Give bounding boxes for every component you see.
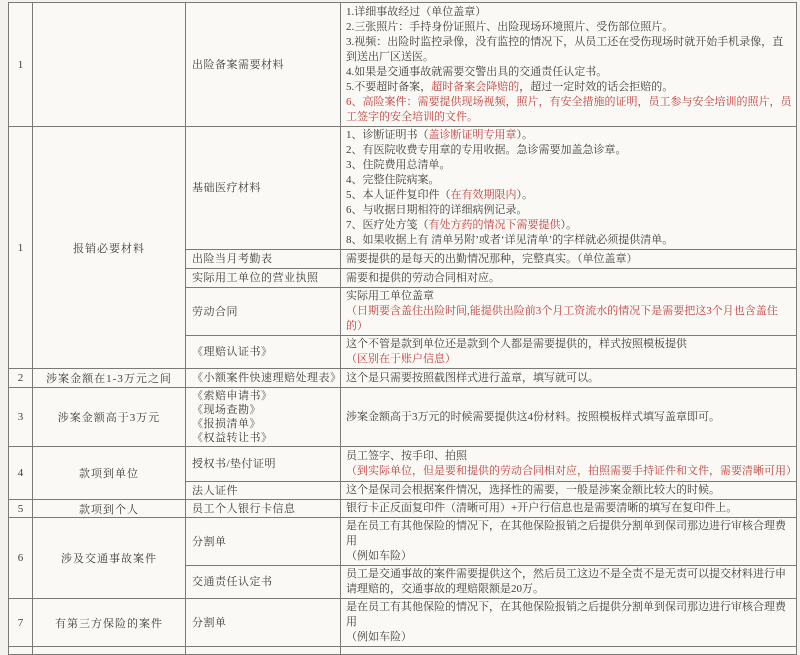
material-name-cell [186, 336, 341, 368]
description-line [346, 549, 792, 564]
description-cell [341, 3, 796, 126]
material-subrow [186, 388, 796, 446]
description-line [346, 567, 792, 597]
description-line [346, 252, 792, 267]
description-cell [341, 500, 796, 517]
description-cell [341, 250, 796, 268]
table-row [9, 127, 796, 369]
material-subrow [186, 269, 796, 288]
description-line [346, 410, 792, 425]
description-line [346, 128, 792, 143]
material-name-line: 出险备案需要材料 [192, 58, 284, 71]
material-name-line: 基础医疗材料 [192, 182, 261, 194]
description-line [346, 464, 797, 479]
text-segment: 1.详细事故经过（单位盖章） [346, 5, 487, 18]
description-cell [341, 447, 796, 481]
material-name-cell [186, 599, 341, 646]
material-name-cell [186, 288, 341, 335]
text-segment: 这个不管是款到单位还是款到个人都是需要提供的，样式按照模板提供 [346, 338, 687, 350]
material-name-line: 交通责任认定书 [192, 576, 273, 588]
text-segment: 是在员工有其他保险的情况下，在其他保险报销之后提供分割单到保司那边进行审核合理费用 [346, 601, 786, 628]
text-segment: 7、医疗处方笺（ [346, 219, 429, 231]
text-segment: 2、有医院收费专用章的专用收据。急诊需要加盖急诊章。 [346, 144, 627, 156]
description-line [346, 95, 792, 125]
text-segment: 这个是只需要按照截图样式进行盖章，填写就可以。 [346, 371, 599, 384]
description-line [346, 630, 792, 645]
material-subrow [186, 127, 796, 250]
description-line [346, 80, 792, 95]
description-line [346, 20, 792, 35]
description-cell [341, 127, 796, 249]
table-row [9, 388, 796, 447]
text-segment: 1、诊断证明书（ [346, 129, 429, 141]
material-name-cell [186, 3, 341, 126]
row-number-cell [9, 647, 33, 654]
text-segment: 涉案金额高于3万元的时候需要提供这4份材料。按照模板样式填写盖章即可。 [346, 410, 720, 423]
row-number-cell: 2 [9, 369, 33, 387]
table-row [9, 3, 796, 127]
red-highlight-text: （区别在于账户信息） [346, 353, 456, 365]
material-name-line: 分割单 [192, 535, 227, 548]
description-cell [341, 599, 796, 646]
description-line [346, 35, 792, 65]
subrow-container [186, 647, 796, 654]
description-line [346, 5, 792, 20]
text-segment: 这个是保司会根据案件情况，选择性的需要，一般是涉案金额比较大的时候。 [346, 484, 720, 496]
material-name-cell [186, 647, 341, 654]
description-cell [341, 269, 796, 287]
table-row [9, 447, 796, 500]
description-line [346, 203, 792, 218]
subrow-container [186, 3, 796, 126]
text-segment: ）。 [560, 219, 577, 231]
material-name-cell [186, 447, 341, 481]
material-name-line: 《现场查勘》 [192, 404, 261, 416]
text-segment: 员工签字、按手印、拍照 [346, 450, 467, 462]
category-cell: 涉案金额在1-3万元之间 [33, 369, 186, 387]
description-line [346, 519, 792, 549]
description-cell [341, 336, 796, 368]
material-name-cell [186, 369, 341, 387]
material-name-cell [186, 482, 341, 499]
material-name-cell [186, 250, 341, 268]
material-subrow [186, 447, 796, 482]
text-segment: 员工是交通事故的案件需要提供这个，然后员工这边不是全责不是无责可以提交材料进行申请理赔的，交通事故的理赔限额是20万。 [346, 568, 786, 595]
description-line [346, 173, 792, 188]
description-cell [341, 647, 796, 654]
material-subrow [186, 500, 796, 517]
text-segment: 是在员工有其他保险的情况下，在其他保险报销之后提供分割单到保司那边进行审核合理费用 [346, 520, 786, 547]
description-cell [341, 518, 796, 565]
text-segment: 需要和提供的劳动合同相对应。 [346, 271, 500, 284]
description-line [346, 271, 792, 286]
subrow-container [186, 127, 796, 368]
text-segment: 5、本人证件复印件（ [346, 189, 451, 201]
red-highlight-text: 6、高险案件：需要提供现场视频，照片，有安全措施的证明，员工参与安全培训的照片，员工签字的安全培训的文件。 [346, 95, 792, 123]
description-line [346, 449, 792, 464]
material-name-line: 《理赔认证书》 [192, 346, 273, 358]
description-line [346, 600, 792, 630]
text-segment: （例如车险） [346, 550, 412, 562]
material-name-line: 法人证件 [192, 484, 238, 497]
row-number-cell: 1 [9, 3, 33, 126]
category-cell [33, 647, 186, 654]
table-row [9, 500, 796, 518]
category-cell [33, 3, 186, 126]
material-name-line: 《索赔申请书》 [192, 390, 273, 402]
description-line [346, 143, 792, 158]
description-cell [341, 388, 796, 446]
row-number-cell: 6 [9, 518, 33, 598]
text-segment: 6、与收据日期相符的详细病例记录。 [346, 204, 528, 216]
text-segment: 5.不要超时备案， [346, 80, 432, 93]
material-subrow [186, 369, 796, 387]
material-name-cell [186, 127, 341, 249]
text-segment: （例如车险） [346, 631, 412, 643]
description-line [346, 289, 792, 304]
description-line [346, 304, 792, 334]
subrow-container [186, 447, 796, 499]
material-name-cell [186, 269, 341, 287]
category-cell: 报销必要材料 [33, 127, 186, 368]
table-row [9, 369, 796, 388]
material-name-line: 员工个人银行卡信息 [192, 502, 296, 515]
text-segment: 4.如果是交通事故就需要交警出具的交通责任认定书。 [346, 65, 608, 78]
description-line [346, 337, 792, 352]
material-subrow [186, 647, 796, 654]
material-subrow [186, 482, 796, 499]
row-number-cell: 3 [9, 388, 33, 446]
table-row [9, 599, 796, 647]
subrow-container [186, 369, 796, 387]
description-line [346, 371, 792, 386]
description-cell [341, 369, 796, 387]
description-line [346, 352, 792, 367]
material-name-line: 分割单 [192, 616, 227, 629]
claims-material-table [8, 2, 797, 655]
description-line [346, 65, 792, 80]
text-segment: ，超过一定时效的话会拒赔的。 [519, 80, 674, 93]
text-segment: ）。 [516, 129, 533, 141]
text-segment: 实际用工单位盖章 [346, 290, 434, 302]
row-number-cell: 4 [9, 447, 33, 499]
material-subrow [186, 336, 796, 368]
subrow-container [186, 500, 796, 517]
category-cell: 款项到个人 [33, 500, 186, 517]
material-subrow [186, 518, 796, 566]
description-line [346, 483, 792, 498]
description-line [346, 218, 792, 233]
material-name-line: 《小额案件快速理赔处理表》 [192, 372, 342, 384]
material-name-cell [186, 500, 341, 517]
text-segment: ）。 [516, 189, 533, 201]
text-segment: 8、如果收据上有 清单另附’或者‘详见清单’的字样就必须提供清单。 [346, 234, 674, 246]
text-segment: 4、完整住院病案。 [346, 174, 440, 186]
row-number-cell: 1 [9, 127, 33, 368]
row-number-cell: 5 [9, 500, 33, 517]
material-subrow [186, 599, 796, 646]
subrow-container [186, 388, 796, 446]
red-highlight-text: 超时备案会降赔的 [431, 80, 520, 93]
description-line [346, 233, 792, 248]
table-row [9, 647, 796, 655]
red-highlight-text: 盖诊断证明专用章 [428, 129, 517, 141]
material-name-line: 实际用工单位的营业执照 [192, 272, 319, 284]
subrow-container [186, 599, 796, 646]
text-segment: 银行卡正反面复印件（清晰可用）+开户行信息也是需要清晰的填写在复印件上。 [346, 502, 738, 514]
material-subrow [186, 250, 796, 269]
text-segment: 需要提供的是每天的出勤情况那种，完整真实。（单位盖章） [346, 252, 638, 265]
text-segment: 3、住院费用总清单。 [346, 159, 451, 171]
description-line [346, 158, 792, 173]
material-name-line: 授权书/垫付证明 [192, 458, 277, 470]
material-name-line: 《权益转让书》 [192, 432, 273, 444]
category-cell: 款项到单位 [33, 447, 186, 499]
category-cell: 涉案金额高于3万元 [33, 388, 186, 446]
material-name-cell [186, 518, 341, 565]
table-row [9, 518, 796, 599]
description-cell [341, 288, 796, 335]
description-line [346, 501, 792, 516]
text-segment: 2.三张照片：手持身份证照片、出险现场环境照片、受伤部位照片。 [346, 20, 674, 33]
material-name-line: 劳动合同 [192, 305, 238, 318]
category-cell: 涉及交通事故案件 [33, 518, 186, 598]
text-segment: 3.视频：出险时监控录像，没有监控的情况下，从员工还在受伤现场时就开始手机录像，直到送出厂区送医。 [346, 35, 784, 63]
material-subrow [186, 3, 796, 126]
subrow-container [186, 518, 796, 598]
category-cell: 有第三方保险的案件 [33, 599, 186, 646]
material-subrow [186, 288, 796, 336]
description-cell [341, 482, 796, 499]
red-highlight-text: 在有效期限内 [450, 189, 517, 201]
material-name-line: 出险当月考勤表 [192, 253, 273, 265]
description-line [346, 188, 792, 203]
row-number-cell: 7 [9, 599, 33, 646]
red-highlight-text: （日期要含盖住出险时间,能提供出险前3个月工资流水的情况下是需要把这3个月也含盖住的） [346, 305, 778, 332]
red-highlight-text: 有处方药的情况下需要提供 [428, 219, 561, 231]
material-name-cell [186, 388, 341, 446]
red-highlight-text: （到实际单位，但是要和提供的劳动合同相对应，拍照需要手持证件和文件，需要清晰可用） [346, 465, 797, 477]
material-name-line: 《报损清单》 [192, 418, 261, 430]
